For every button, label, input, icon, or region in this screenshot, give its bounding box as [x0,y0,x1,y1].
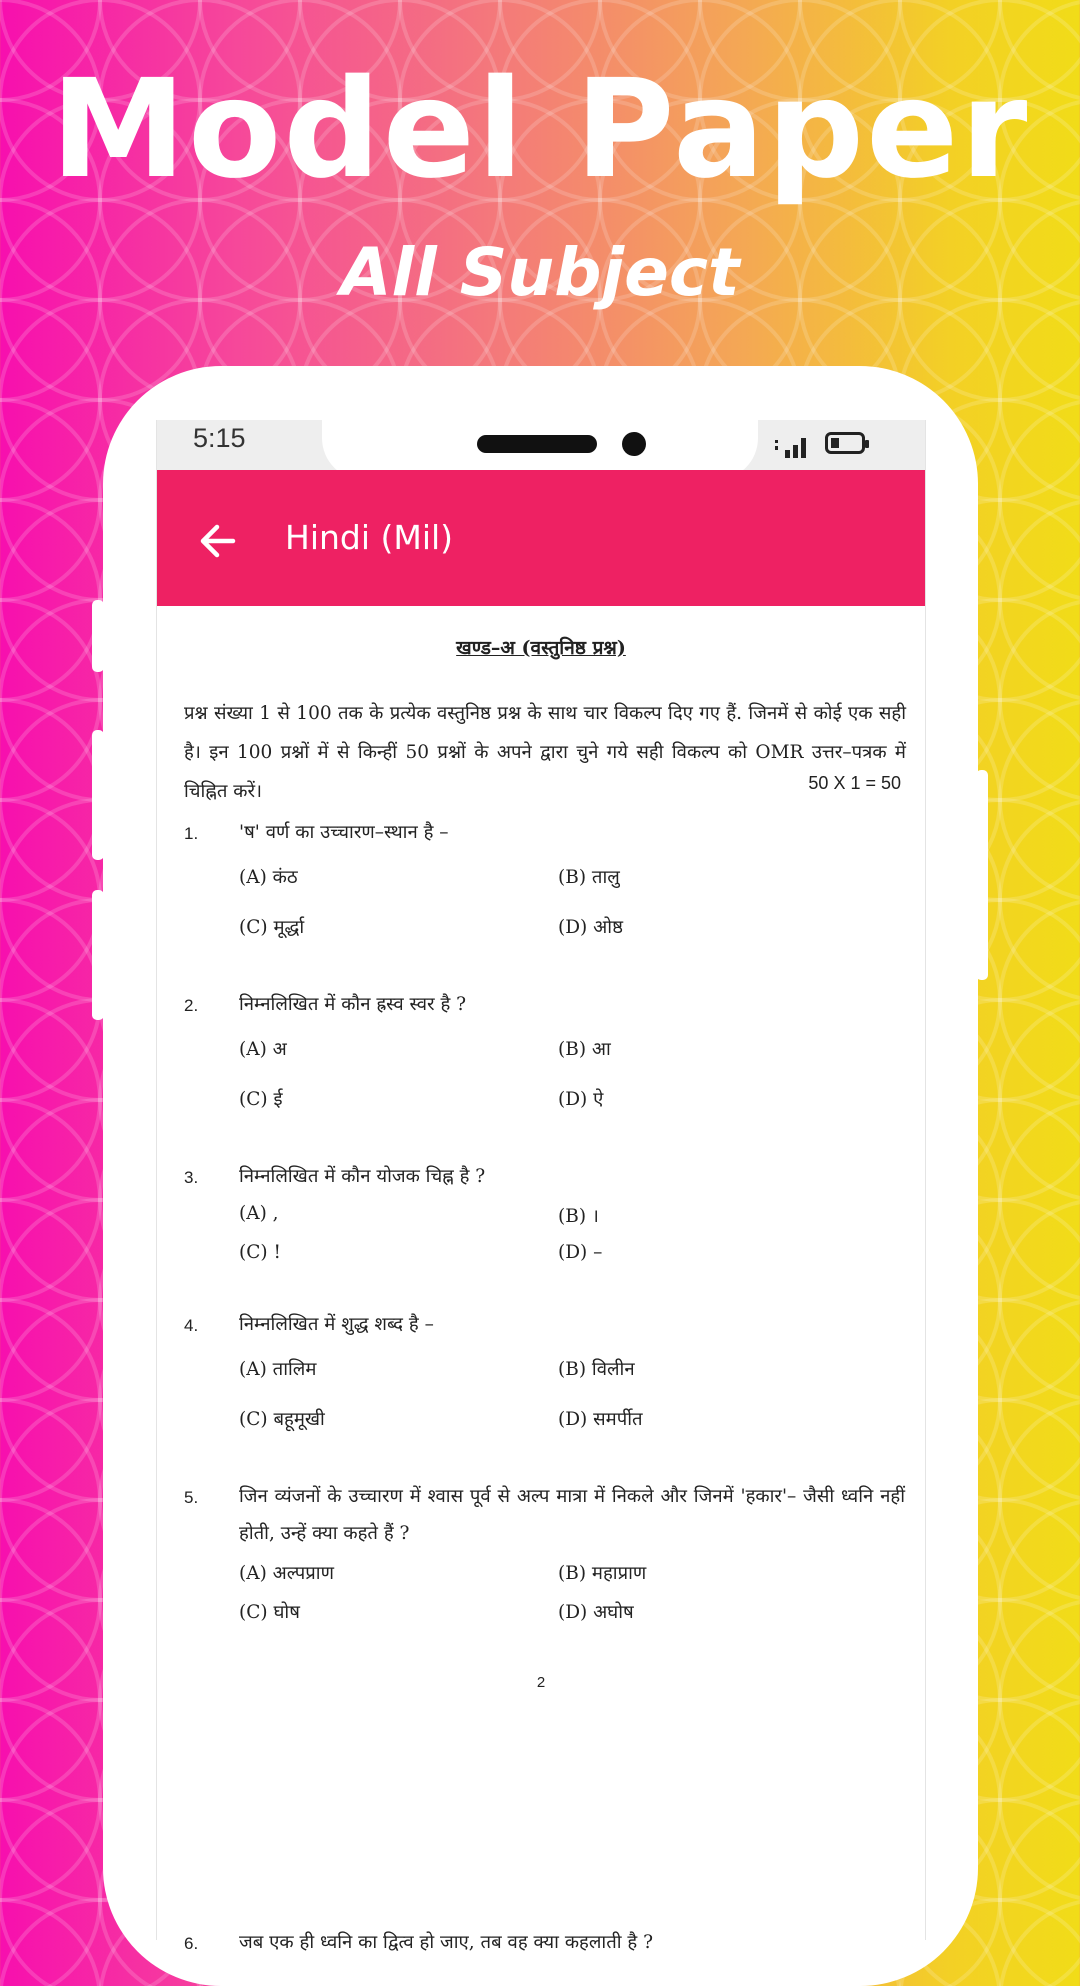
question-text: निम्नलिखित में कौन योजक चिह्न है ? [239,1166,486,1187]
status-time: 5:15 [193,423,246,453]
banner-subtitle: All Subject [340,234,740,311]
option-b: (B) आ [558,1039,611,1060]
option-c: (C) मूर्द्धा [239,917,305,938]
phone-screen [156,420,926,1953]
question-number: 4. [184,1316,199,1335]
option-b: (B) विलीन [558,1359,635,1380]
app-bar [157,470,925,606]
option-d: (D) ओष्ठ [558,917,623,938]
banner-title: Model Paper [50,51,1030,209]
option-d: (D) समर्पीत [558,1409,643,1430]
option-a: (A) अल्पप्राण [239,1563,334,1584]
option-c: (C) घोष [239,1602,300,1623]
battery-icon [825,432,865,454]
option-c: (C) बहूमूखी [239,1409,325,1430]
option-b: (B) महाप्राण [558,1563,647,1584]
front-camera [622,432,646,456]
question-text: जब एक ही ध्वनि का द्वित्व हो जाए, तब वह क्या कहलाती है ? [239,1932,654,1953]
question-text: निम्नलिखित में कौन ह्रस्व स्वर है ? [239,994,467,1015]
option-a: (A) तालिम [239,1359,317,1380]
question-number: 5. [184,1488,199,1507]
option-a: (A) अ [239,1039,287,1060]
question-text: जिन व्यंजनों के उच्चारण में श्वास पूर्व से अल्प मात्रा में निकले और जिनमें 'हकार'– जैसी ध्वनि नहीं होती, उन्हें क्या कहते हैं ? [239,1486,905,1544]
option-b: (B) । [558,1206,599,1227]
option-d: (D) – [558,1242,603,1263]
marks-text: 50 X 1 = 50 [808,773,901,793]
instructions-text: प्रश्न संख्या 1 से 100 तक के प्रत्येक वस्तुनिष्ठ प्रश्न के साथ चार विकल्प दिए गए हैं. जिनमें से कोई एक सही है। इन 100 प्रश्नों में से किन्हीं 50 प्रश्नों के अपने द्वारा चुने गये सही विकल्प को OMR उत्तर–पत्रक में चिह्नित करें। [184,703,906,802]
question-number: 1. [184,824,199,843]
section-heading: खण्ड–अ (वस्तुनिष्ठ प्रश्न) [456,637,626,659]
page-number: 2 [536,1674,546,1691]
signal-icon [775,432,815,460]
question-number: 3. [184,1168,199,1187]
option-d: (D) ऐ [558,1089,604,1110]
arrow-left-icon[interactable] [193,516,243,566]
option-d: (D) अघोष [558,1602,634,1623]
option-a: (A) , [239,1203,279,1224]
question-text: निम्नलिखित में शुद्ध शब्द है – [239,1314,434,1335]
status-bar [157,420,925,470]
option-c: (C) ई [239,1089,283,1110]
option-c: (C) ! [239,1242,281,1263]
question-number: 6. [184,1934,199,1953]
question-number: 2. [184,996,199,1015]
option-a: (A) कंठ [239,867,298,888]
app-title: Hindi (Mil) [285,518,454,557]
option-b: (B) तालु [558,867,620,888]
question-text: 'ष' वर्ण का उच्चारण–स्थान है – [239,822,449,843]
speaker-grille [477,435,597,453]
